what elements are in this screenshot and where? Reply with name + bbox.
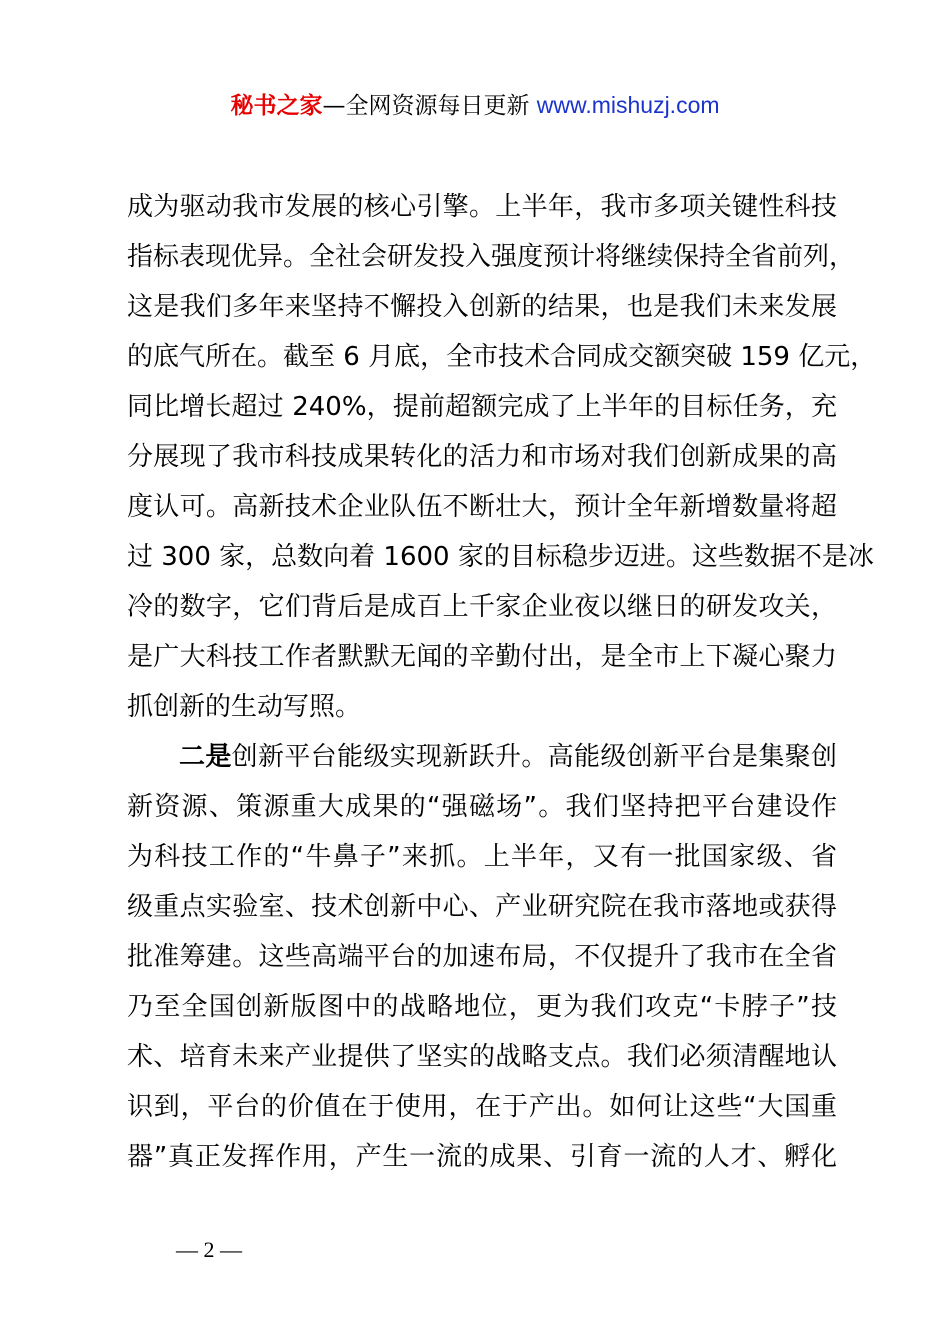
text-line: 为科技工作的“牛鼻子”来抓。上半年，又有一批国家级、省 [127,842,837,872]
text-line: 乃至全国创新版图中的战略地位，更为我们攻克“卡脖子”技 [127,992,837,1022]
text-line: 器”真正发挥作用，产生一流的成果、引育一流的人才、孵化 [127,1142,837,1172]
text-line: 识到，平台的价值在于使用，在于产出。如何让这些“大国重 [127,1092,837,1122]
text-line: 分展现了我市科技成果转化的活力和市场对我们创新成果的高 [127,442,837,472]
document-body [127,182,877,1182]
section-lead: 二是 [179,742,232,772]
text-line: 批准筹建。这些高端平台的加速布局，不仅提升了我市在全省 [127,942,837,972]
text-line: 术、培育未来产业提供了坚实的战略支点。我们必须清醒地认 [127,1042,837,1072]
text-line: 抓创新的生动写照。 [127,692,362,722]
page-number: — 2 — [176,1237,242,1262]
paragraph-2-first-line [127,732,837,782]
brand-name: 秘书之家 [230,93,323,119]
site-url-link[interactable]: www.mishuzj.com [536,92,720,118]
paragraph-2 [127,732,837,1182]
text-line: 这是我们多年来坚持不懈投入创新的结果，也是我们未来发展 [127,292,837,322]
text-line: 是广大科技工作者默默无闻的辛勤付出，是全市上下凝心聚力 [127,642,837,672]
text-line: 度认可。高新技术企业队伍不断壮大，预计全年新增数量将超 [127,492,837,522]
site-header [0,88,950,123]
text-line: 新资源、策源重大成果的“强磁场”。我们坚持把平台建设作 [127,792,837,822]
text-line: 指标表现优异。全社会研发投入强度预计将继续保持全省前列， [127,242,856,272]
header-tagline: —全网资源每日更新 [322,93,537,119]
text-line: 同比增长超过 240%，提前超额完成了上半年的目标任务，充 [127,392,837,422]
text-segment: 创新平台能级实现新跃升。高能级创新平台是集聚创 [231,742,837,772]
text-line: 级重点实验室、技术创新中心、产业研究院在我市落地或获得 [127,892,837,922]
text-line: 冷的数字，它们背后是成百上千家企业夜以继日的研发攻关， [127,592,837,622]
paragraph-1 [127,182,877,732]
text-line: 的底气所在。截至 6 月底，全市技术合同成交额突破 159 亿元， [127,342,877,372]
text-line: 过 300 家，总数向着 1600 家的目标稳步迈进。这些数据不是冰 [127,542,874,572]
text-line: 成为驱动我市发展的核心引擎。上半年，我市多项关键性科技 [127,192,837,222]
